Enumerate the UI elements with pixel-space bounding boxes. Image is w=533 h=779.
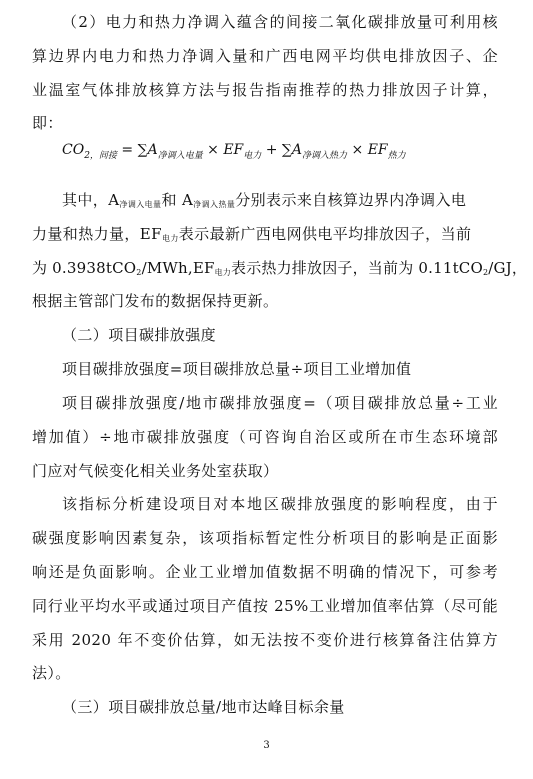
- formula-term: = ∑A: [121, 142, 158, 158]
- text-run: 其中，A: [62, 191, 120, 209]
- paragraph-line: 即：: [32, 114, 63, 132]
- formula-sub: 净调入电量: [157, 150, 203, 161]
- section-heading: （三）项目碳排放总量/地市达峰目标余量: [62, 698, 345, 716]
- text-run: /GJ，: [488, 259, 528, 277]
- subscript: 净调入电量: [119, 200, 162, 209]
- paragraph-line: 项目碳排放强度=项目碳排放总量÷项目工业增加值: [62, 360, 412, 378]
- text-run: 为 0.3938tCO: [32, 259, 137, 277]
- paragraph-line: 法）。: [32, 664, 71, 682]
- formula-sub: 净调入热力: [302, 150, 348, 161]
- paragraph-line: [32, 224, 471, 249]
- paragraph-line: 门应对气候变化相关业务处室获取）: [32, 462, 279, 480]
- paragraph-line: （2）电力和热力净调入蕴含的间接二氧化碳排放量可利用核: [62, 13, 498, 31]
- paragraph-line: 该指标分析建设项目对本地区碳排放强度的影响程度，由于: [62, 495, 498, 513]
- formula-sub: 2，间接: [84, 150, 117, 161]
- formula-co2: CO: [62, 142, 85, 158]
- subscript: 净调入热量: [193, 200, 236, 209]
- paragraph-line: 增加值）÷地市碳排放强度（可咨询自治区或所在市生态环境部: [32, 428, 498, 446]
- page-number: 3: [263, 740, 270, 751]
- paragraph-line: 采用 2020 年不变价估算，如无法按不变价进行核算备注估算方: [32, 631, 498, 649]
- paragraph-line: 根据主管部门发布的数据保持更新。: [32, 292, 279, 310]
- section-heading: （二）项目碳排放强度: [62, 326, 217, 344]
- text-run: 表示热力排放因子，当前为 0.11tCO: [231, 259, 483, 277]
- subscript: 2: [482, 268, 489, 277]
- paragraph-line: 算边界内电力和热力净调入量和广西电网平均供电排放因子、企: [32, 47, 498, 65]
- paragraph-line: 同行业平均水平或通过项目产值按 25%工业增加值率估算（尽可能: [32, 597, 498, 615]
- subscript: 电力: [161, 234, 179, 243]
- emission-formula: [62, 142, 406, 161]
- paragraph-line: [32, 258, 527, 283]
- paragraph-line: 项目碳排放强度/地市碳排放强度=（项目碳排放总量÷工业: [62, 394, 498, 412]
- formula-sub: 热力: [387, 150, 406, 161]
- subscript: 2: [136, 268, 142, 277]
- formula-term: + ∑A: [265, 142, 303, 158]
- paragraph-line: 响还是负面影响。企业工业增加值数据不明确的情况下，可参考: [32, 563, 498, 581]
- formula-term: × EF: [351, 142, 388, 158]
- text-run: /MWh,EF: [141, 259, 215, 277]
- text-run: 力量和热力量，EF: [32, 225, 162, 243]
- paragraph-line: 业温室气体排放核算方法与报告指南推荐的热力排放因子计算，: [32, 81, 498, 99]
- paragraph-line: [62, 190, 466, 215]
- formula-sub: 电力: [243, 150, 262, 161]
- subscript: 电力: [214, 268, 231, 277]
- text-run: 分别表示来自核算边界内净调入电: [235, 191, 467, 209]
- formula-term: × EF: [207, 142, 244, 158]
- text-run: 和 A: [161, 191, 194, 209]
- text-run: 表示最新广西电网供电平均排放因子，当前: [178, 225, 472, 243]
- paragraph-line: 碳强度影响因素复杂，该项指标暂定性分析项目的影响是正面影: [32, 529, 498, 547]
